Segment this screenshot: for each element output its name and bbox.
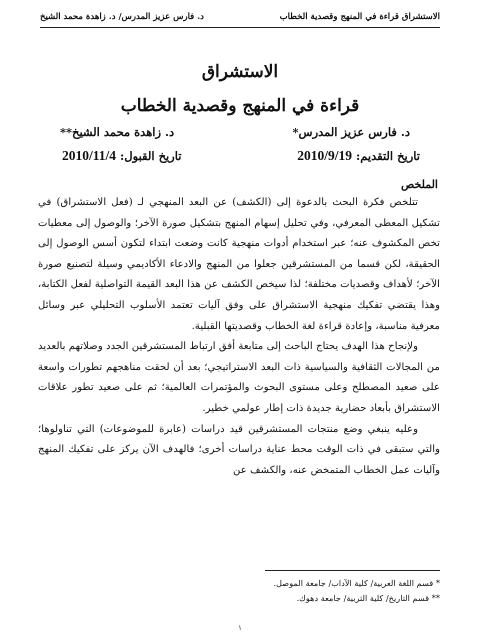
abstract-heading: الملخص	[401, 178, 438, 191]
abstract-paragraph-3: وعليه ينبغي وضع منتجات المستشرقين قيد دراسات (عابرة للموضوعات) التي تناولوها؛ والتي ستبقى في ذات الوقت محط عناية دراسات أخرى؛ فالهدف الآن يركز على تفكيك المنهج وآليات عمل الخطاب المتمخض عنه، والكشف عن	[38, 423, 440, 476]
footnote-second-author: ** قسم التاريخ/ كلية التربية/ جامعة دهوك.	[296, 593, 440, 603]
running-header-title: الاستشراق قراءة في المنهج وقصدية الخطاب	[279, 12, 440, 22]
footnote-divider	[265, 570, 440, 571]
abstract-paragraph-1: تتلخص فكرة البحث بالدعوة إلى (الكشف) عن البعد المنهجي لـ (فعل الاستشراق) في تشكيل المعطى المعرفي، وفي تحليل إسهام المنهج بتشكيل صورة الآخر؛ والوصول إلى معطيات تخص المكشوف عنه؛ عبر استخدام أدوات منهجية كانت وضعت ابتداء لتكون أسس الوصول إلى الحقيقة، لكن قسما من المستشرقين جعلوا من المنهج والادعاء الأكاديمي وسيلة لتصنيع صورة الآخر؛ لأهداف وقصديات مختلفة؛ لذا سيخص الكشف عن هذا البعد القيمة التواصلية لفعل الكتابة، وهذا يقتضي تفكيك منهجية الاستشراق على وفق آليات تعتمد الأسلوب التحليلي عبر وسائل معرفية مناسبة، وإعادة قراءة لغة الخطاب وقصديتها القبلية.	[38, 197, 440, 332]
author-first: د. فارس عزيز المدرس*	[292, 125, 410, 139]
running-header-authors: د. فارس عزيز المدرس/ د. زاهدة محمد الشيخ	[40, 12, 204, 22]
paper-title: الاستشراق	[201, 62, 279, 82]
submission-date-label: تاريخ التقديم:	[355, 149, 420, 163]
acceptance-date-value: 2010/11/4	[62, 148, 117, 163]
abstract-paragraph-2: ولإنجاح هذا الهدف يحتاج الباحث إلى متابعة أفق ارتباط المستشرقين الجدد وصلاتهم بالعديد من المجالات الثقافية والسياسية ذات البعد الاستراتيجي؛ بعد أن لحقت مناهجهم تطورات واسعة على صعيد المصطلح وعلى مستوى البحوث والمؤتمرات العالمية؛ ثم على صعيد تطور علاقات الاستشراق بأبعاد حضارية جديدة ذات إطار عولمي خطير.	[38, 341, 440, 414]
running-header	[40, 10, 440, 28]
author-second: د. زاهدة محمد الشيخ**	[60, 125, 175, 139]
author-line	[60, 125, 410, 143]
submission-date	[297, 148, 420, 168]
page-number: ١	[238, 624, 242, 632]
submission-date-value: 2010/9/19	[297, 148, 352, 163]
abstract-body	[38, 193, 440, 481]
footnote-first-author: * قسم اللغة العربية/ كلية الآداب/ جامعة الموصل.	[273, 578, 440, 588]
acceptance-date	[62, 148, 181, 168]
paper-subtitle: قراءة في المنهج وقصدية الخطاب	[120, 96, 360, 116]
dates-line	[62, 148, 420, 168]
footnotes	[60, 576, 440, 606]
acceptance-date-label: تاريخ القبول:	[120, 149, 182, 163]
